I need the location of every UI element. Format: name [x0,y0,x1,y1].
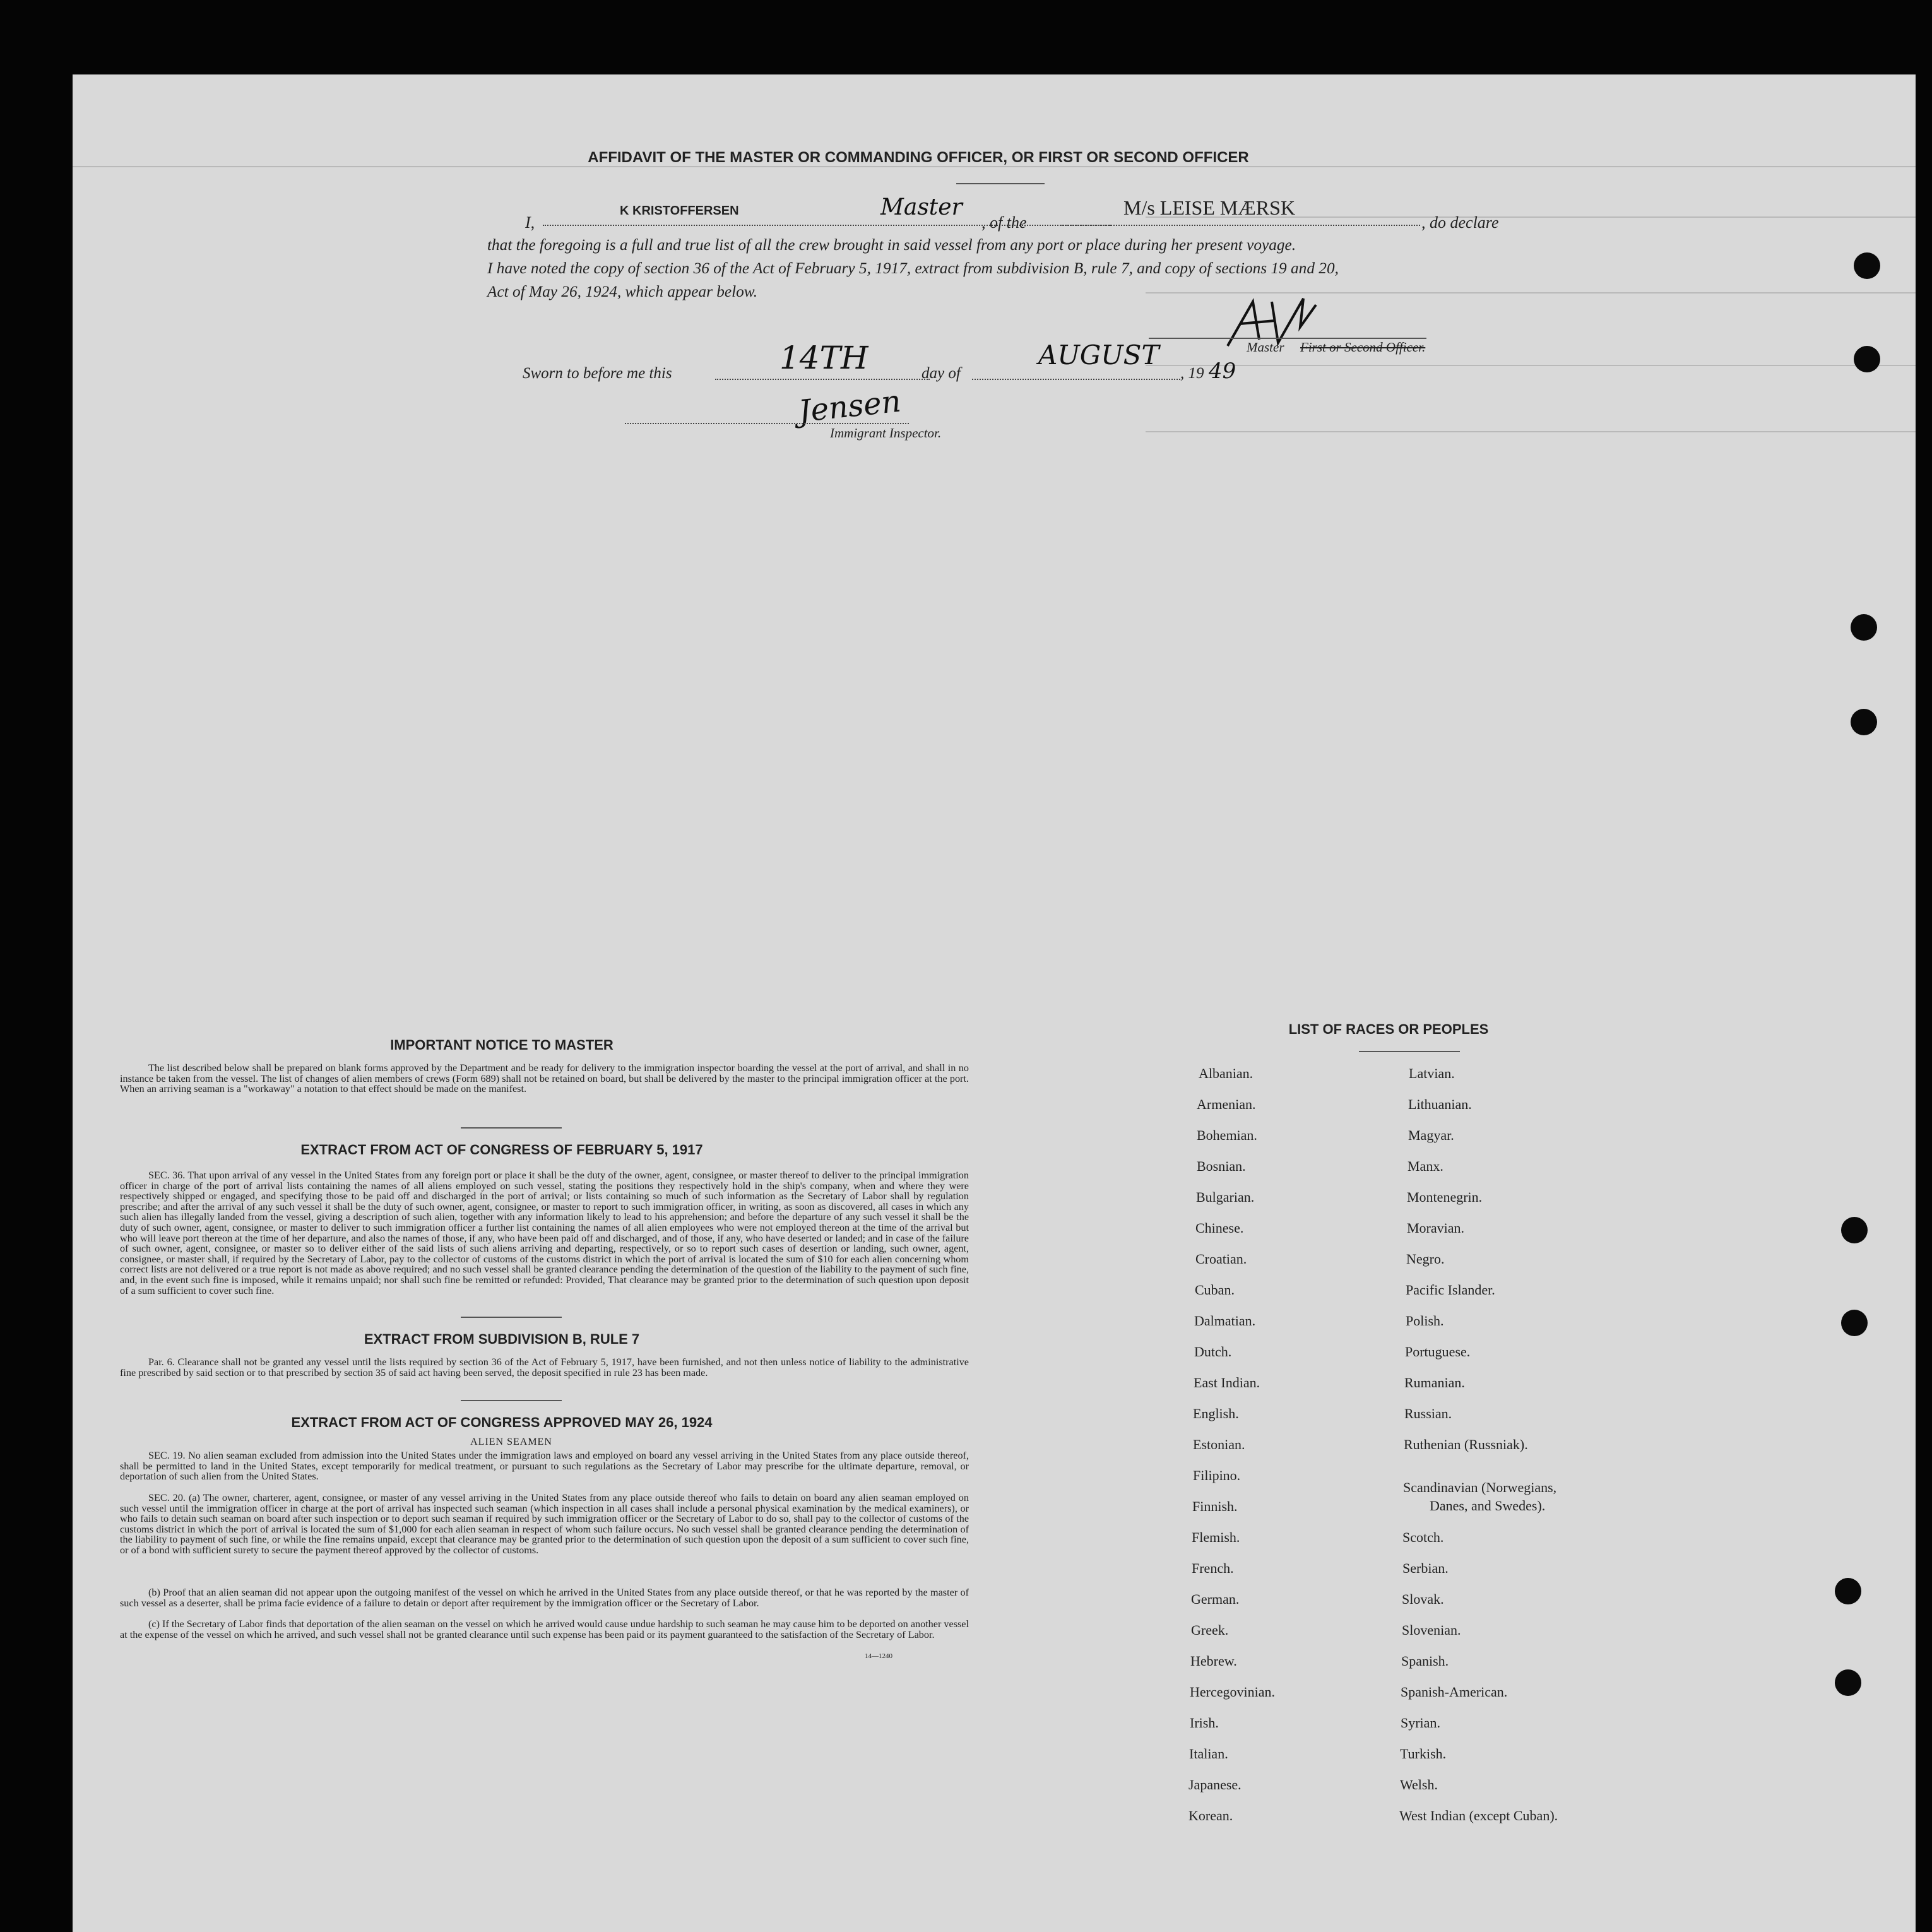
race-item: Bohemian. [1197,1127,1257,1143]
signature-line [1149,338,1426,339]
punch-hole [1841,1217,1868,1243]
day-of-label: day of [922,365,961,382]
master-name: K KRISTOFFERSEN [620,204,739,218]
race-item: Croatian. [1195,1251,1247,1267]
races-title: LIST OF RACES OR PEOPLES [1288,1021,1489,1037]
alien-seamen-subtitle: ALIEN SEAMEN [470,1437,552,1447]
officer-label: First or Second Officer. [1300,340,1426,355]
section-divider [461,1127,562,1129]
race-item: Spanish. [1401,1653,1449,1669]
faint-rule [1146,365,1916,366]
race-item: Serbian. [1402,1560,1449,1576]
document-page [73,74,1916,1932]
affidavit-title: AFFIDAVIT OF THE MASTER OR COMMANDING OFFICER, OR FIRST OR SECOND OFFICER [588,149,1249,166]
month-handwritten: AUGUST [1038,340,1159,370]
punch-hole [1851,709,1877,735]
extract-1917-title: EXTRACT FROM ACT OF CONGRESS OF FEBRUARY 5, 1917 [300,1142,703,1158]
race-item: Danes, and Swedes). [1430,1498,1546,1514]
punch-hole [1851,614,1877,641]
inspector-blank [625,423,909,424]
race-item: Turkish. [1400,1746,1447,1762]
race-item: Italian. [1189,1746,1228,1762]
rule7-title: EXTRACT FROM SUBDIVISION B, RULE 7 [364,1331,640,1347]
year-handwritten: 49 [1209,359,1236,384]
race-item: Spanish-American. [1401,1684,1508,1700]
faint-rule [1146,431,1916,432]
race-item: East Indian. [1194,1375,1260,1390]
race-item: English. [1193,1406,1239,1421]
race-item: Portuguese. [1405,1344,1471,1360]
race-item: Slovak. [1402,1591,1444,1607]
race-item: Lithuanian. [1408,1096,1472,1112]
sec20c-text: (c) If the Secretary of Labor finds that deportation of the alien seaman on the vessel on which he arrived would cause undue hardship to such seaman he may cause him to be deported on another vessel at the expense of the vessel on which he arrived, and such vessel shall not be granted clearance until such expense has been paid or its payment guaranteed to the satisfaction of the Secretary of Labor. [120,1618,969,1640]
inspector-label: Immigrant Inspector. [830,425,942,441]
race-item: Cuban. [1195,1282,1235,1298]
rule7-text: Par. 6. Clearance shall not be granted any vessel until the lists required by section 36 of the Act of February 5, 1917, have been furnished, and not then unless notice of liability to the administrative fine prescribed by said section or to that prescribed by section 35 of said act having been served, the deposit specified in rule 23 has been made. [120,1356,969,1378]
master-label: Master [1247,340,1284,355]
punch-hole [1854,346,1880,372]
affidavit-line-2: that the foregoing is a full and true list of all the crew brought in said vessel from any port or place during her present voyage. [487,236,1296,254]
notice-title: IMPORTANT NOTICE TO MASTER [390,1037,613,1053]
race-item: Moravian. [1407,1220,1465,1236]
race-item: Slovenian. [1402,1622,1461,1638]
day-handwritten: 14TH [779,340,868,376]
vessel-name: M/s LEISE MÆRSK [1123,196,1296,219]
race-item: Magyar. [1408,1127,1454,1143]
race-item: Armenian. [1197,1096,1256,1112]
form-number: 14—1240 [865,1652,892,1660]
notice-text: The list described below shall be prepared on blank forms approved by the Department and be ready for delivery to the immigration inspector boarding the vessel at the port of arrival, and shall in no instance be taken from the vessel. The list of changes of alien members of crews (Form 689) shall not be retained on board, but shall be delivered by the master to the principal immigration officer at the port. When an arriving seaman is a "workaway" a notation to that effect should be made on the manifest. [120,1062,969,1095]
sworn-label: Sworn to before me this [523,365,672,382]
race-item: French. [1192,1560,1234,1576]
race-item: Bosnian. [1197,1158,1246,1174]
affidavit-line-4: Act of May 26, 1924, which appear below. [487,283,758,300]
race-item: Latvian. [1409,1065,1455,1081]
do-declare-label: , do declare [1421,213,1499,232]
rank-handwritten: Master [880,194,963,220]
race-item: Hercegovinian. [1190,1684,1275,1700]
race-item: Bulgarian. [1196,1189,1255,1205]
affidavit-line-3: I have noted the copy of section 36 of the Act of February 5, 1917, extract from subdivision B, rule 7, and copy of sections 19 and 20, [487,259,1339,277]
race-item: Montenegrin. [1407,1189,1483,1205]
race-item: Flemish. [1192,1529,1240,1545]
race-item: Finnish. [1192,1498,1238,1514]
race-item: Greek. [1191,1622,1229,1638]
race-item: Dutch. [1194,1344,1232,1360]
race-item: Hebrew. [1190,1653,1237,1669]
race-item: Russian. [1404,1406,1452,1421]
day-blank [715,379,930,380]
month-blank [972,379,1180,380]
race-item: Chinese. [1195,1220,1244,1236]
race-item: Filipino. [1193,1467,1241,1483]
race-item: Ruthenian (Russniak). [1404,1437,1528,1452]
of-the-label: , of the [981,213,1027,232]
inspector-signature: Jensen [797,383,903,430]
race-item: Syrian. [1401,1715,1440,1731]
race-item: Korean. [1188,1808,1233,1823]
year-prefix: , 19 [1180,365,1204,382]
vessel-blank [1057,225,1420,226]
section-divider [461,1400,562,1401]
affidavit-i-label: I, [525,213,535,232]
punch-hole [1835,1669,1861,1696]
punch-hole [1841,1310,1868,1336]
race-item: Pacific Islander. [1406,1282,1495,1298]
race-item: West Indian (except Cuban). [1399,1808,1558,1823]
race-item: German. [1191,1591,1240,1607]
race-item: Dalmatian. [1194,1313,1256,1329]
races-title-underline [1359,1051,1460,1052]
sec20b-text: (b) Proof that an alien seaman did not appear upon the outgoing manifest of the vessel on which he arrived in the United States from any place outside thereof, or that he was reported by the master of such vessel as a deserter, shall be prima facie evidence of a failure to detain or deport after requirement by the immigration officer or the Secretary of Labor. [120,1587,969,1609]
punch-hole [1835,1578,1861,1604]
race-item: Estonian. [1193,1437,1245,1452]
race-item: Polish. [1406,1313,1444,1329]
race-item: Scandinavian (Norwegians, [1403,1479,1557,1495]
sec20a-text: SEC. 20. (a) The owner, charterer, agent, consignee, or master of any vessel arriving in the United States from any place outside thereof who fails to detain on board any alien seaman employed on such vessel until the immigration officer in charge at the port of arrival has inspected such seaman (which inspection in all cases shall include a personal physical examination by the medical examiners), or who fails to detain such seaman on board after such inspection or to deport such seaman if required by such immigration officer or the Secretary of Labor to do so, shall pay to the collector of customs of the customs district in which the port of arrival is located the sum of $1,000 for each alien seaman in respect of whom such failure occurs. No such vessel shall be granted clearance pending the determination of the liability to payment of such fine, or while the fine remains unpaid, except that clearance may be granted prior to the determination of such question upon the deposit of a sum sufficient to cover such fine, or of a bond with sufficient surety to secure the payment thereof approved by the collector of customs. [120,1492,969,1556]
race-item: Irish. [1190,1715,1219,1731]
sec19-text: SEC. 19. No alien seaman excluded from admission into the United States under the immigration laws and employed on board any vessel arriving in the United States from any place outside thereof, shall be permitted to land in the United States, except temporarily for medical treatment, or pursuant to such regulations as the Secretary of Labor may prescribe for the ultimate departure, removal, or deportation of such alien from the United States. [120,1450,969,1483]
race-item: Negro. [1406,1251,1445,1267]
extract-1917-text: SEC. 36. That upon arrival of any vessel in the United States from any foreign port or place it shall be the duty of the owner, agent, consignee, or master thereof to deliver to the principal immigration officer in charge of the port of arrival lists containing the names of all aliens employed on such vessel, stating the positions they respectively hold in the ship's company, when and where they were respectively shipped or engaged, and specifying those to be paid off and discharged in the port of arrival; or lists containing so much of such information as the Secretary of Labor shall by regulation prescribe; and after the arrival of any such vessel it shall be the duty of such owner, agent, consignee, or master to report to such immigration officer, in writing, as soon as discovered, all cases in which any such alien has illegally landed from the vessel, giving a description of such alien, together with any information likely to lead to his apprehension; and before the departure of any such vessel it shall be the duty of such owner, agent, consignee, or master to deliver to such immigration officer a further list containing the names of all alien employees who were not employed thereon at the time of the arrival but who will leave port thereon at the time of her departure, and also the names of those, if any, who have been paid off and discharged, and of those, if any, who have deserted or landed; and in case of the failure of such owner, agent, consignee, or master so to deliver either of the said lists of such aliens arriving and departing, respectively, or so to report such cases of desertion or landing, such owner, agent, consignee, or master shall, if required by the Secretary of Labor, pay to the collector of customs of the customs district in which the port of arrival is located the sum of $10 for each alien concerning whom correct lists are not delivered or a true report is not made as above required; and no such vessel shall be granted clearance pending the determination of the question of the liability to the payment of such fine, and, in the event such fine is imposed, while it remains unpaid; nor shall such fine be remitted or refunded: Provided, That clearance may be granted prior to the determination of such question upon deposit of a sum sufficient to cover such fine. [120,1170,969,1296]
race-item: Welsh. [1400,1777,1438,1793]
race-item: Japanese. [1188,1777,1242,1793]
section-divider [461,1317,562,1318]
title-underline [956,183,1045,184]
race-item: Rumanian. [1404,1375,1465,1390]
punch-hole [1854,252,1880,279]
race-item: Albanian. [1199,1065,1253,1081]
race-item: Scotch. [1402,1529,1444,1545]
extract-1924-title: EXTRACT FROM ACT OF CONGRESS APPROVED MAY 26, 1924 [291,1414,713,1430]
race-item: Manx. [1408,1158,1443,1174]
